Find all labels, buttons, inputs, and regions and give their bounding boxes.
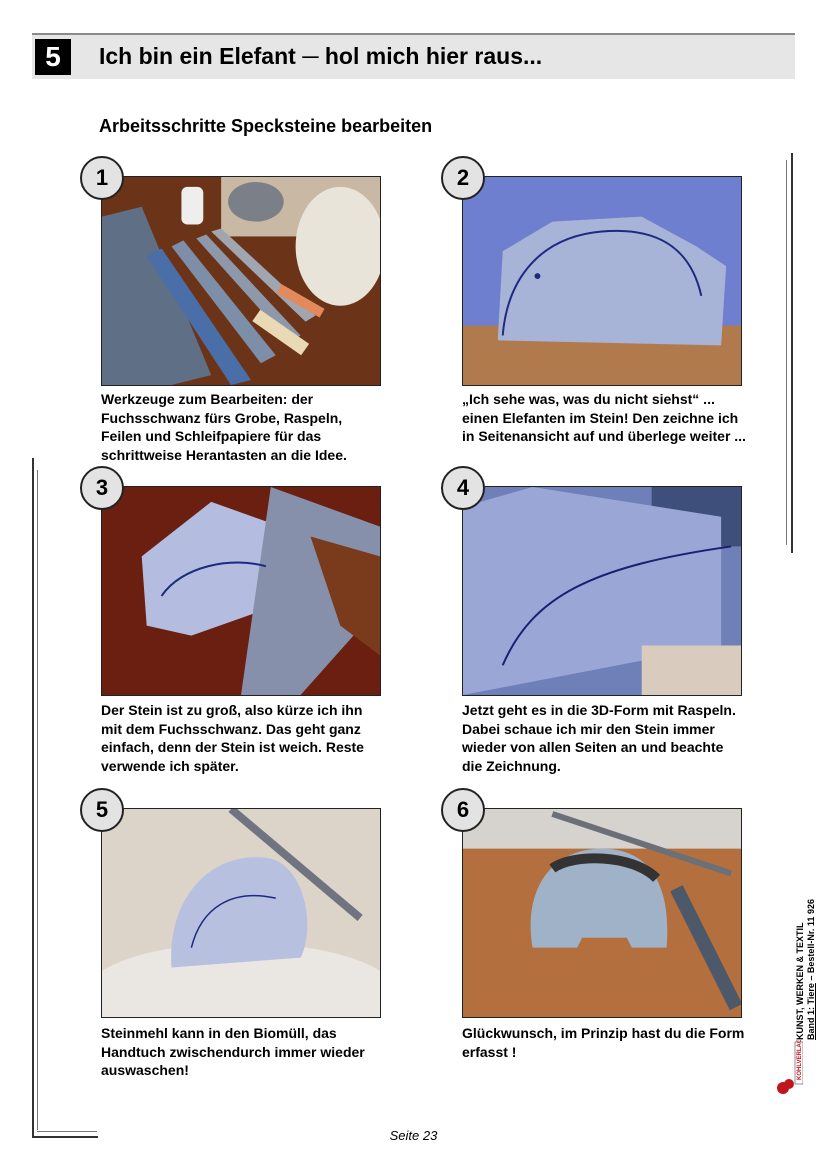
photo-drawing-on-stone — [462, 176, 742, 386]
step-caption: Der Stein ist zu groß, also kürze ich ihn mit dem Fuchsschwanz. Das geht ganz einfach, denn der Stein ist weich. Reste verwende ich später. — [101, 702, 364, 774]
frame-line — [32, 458, 34, 1138]
series-title: KUNST, WERKEN & TEXTIL — [795, 922, 805, 1040]
order-info — [806, 899, 817, 1040]
publisher-logo — [773, 1040, 803, 1096]
photo-stone-dust — [101, 808, 381, 1018]
frame-line — [37, 470, 38, 1130]
svg-text:KOHLVERLAG: KOHLVERLAG — [797, 1040, 803, 1080]
step-caption: „Ich sehe was, was du nicht siehst“ ... einen Elefanten im Stein! Den zeichne ich in Seitenansicht auf und überlege weiter ... — [462, 391, 746, 444]
step-caption: Glückwunsch, im Prinzip hast du die Form erfasst ! — [462, 1025, 745, 1060]
frame-line — [786, 160, 787, 545]
step-badge: 1 — [80, 156, 124, 200]
page-title: Ich bin ein Elefant ─ hol mich hier raus... — [99, 43, 543, 69]
order-number: Bestell-Nr. 11 926 — [806, 899, 816, 974]
chapter-number: 5 — [35, 39, 71, 75]
publisher-info — [795, 899, 817, 1040]
step-badge: 6 — [441, 788, 485, 832]
band-label: Band 1: Tiere — [806, 983, 816, 1040]
step-badge: 4 — [441, 466, 485, 510]
frame-line — [791, 153, 793, 553]
step-badge: 5 — [80, 788, 124, 832]
photo-tools — [101, 176, 381, 386]
photo-rasping-3d — [462, 486, 742, 696]
page-number: Seite 23 — [389, 1128, 438, 1143]
step-badge: 2 — [441, 156, 485, 200]
step-badge: 3 — [80, 466, 124, 510]
header-bar — [32, 33, 795, 79]
section-subtitle: Arbeitsschritte Specksteine bearbeiten — [99, 116, 433, 136]
step-caption: Jetzt geht es in die 3D-Form mit Raspeln. Dabei schaue ich mir den Stein immer wieder von allen Seiten an und beachte die Zeichnung. — [462, 702, 736, 774]
photo-sawing-stone — [101, 486, 381, 696]
photo-finished-elephant — [462, 808, 742, 1018]
separator: – — [806, 975, 816, 981]
step-caption: Steinmehl kann in den Biomüll, das Handtuch zwischendurch immer wieder auswaschen! — [101, 1025, 365, 1078]
step-caption: Werkzeuge zum Bearbeiten: der Fuchsschwanz fürs Grobe, Raspeln, Feilen und Schleifpapiere für das schrittweise Herantasten an die Idee. — [101, 391, 347, 463]
